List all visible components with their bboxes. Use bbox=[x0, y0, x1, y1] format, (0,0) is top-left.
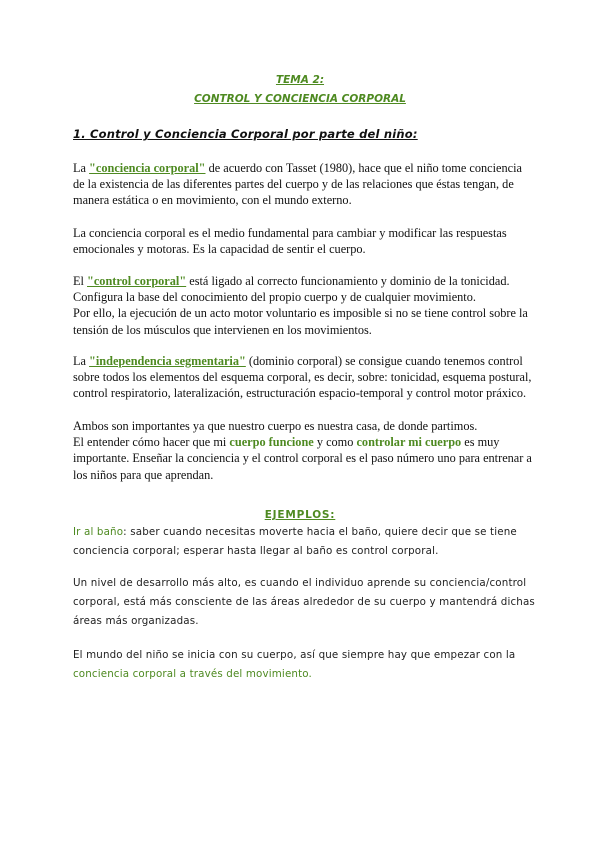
example-mundo-nino bbox=[73, 646, 543, 684]
paragraph-conciencia-corporal bbox=[73, 160, 533, 209]
term-control-corporal: "control corporal" bbox=[87, 274, 187, 288]
paragraph-text: La bbox=[73, 354, 90, 368]
highlight-controlar-cuerpo: controlar mi cuerpo bbox=[356, 435, 462, 450]
paragraph-control-corporal bbox=[73, 273, 533, 338]
page-title-line2: CONTROL Y CONCIENCIA CORPORAL bbox=[194, 93, 406, 105]
paragraph-text: y como bbox=[313, 435, 357, 450]
term-independencia-segmentaria: "independencia segmentaria" bbox=[89, 354, 246, 368]
paragraph-text: está ligado al correcto funcionamiento y dominio de la tonicidad. bbox=[186, 274, 510, 288]
paragraph-text: Configura la base del conocimiento del propio cuerpo y de cualquier movimiento. bbox=[73, 290, 476, 305]
paragraph-text: es muy importante. Enseñar la conciencia y el control corporal es el paso número uno para entrenar a los niños para que aprendan. bbox=[73, 435, 532, 482]
example-lead: Ir al baño bbox=[73, 526, 124, 538]
paragraph-text: La bbox=[73, 161, 90, 175]
example-green-phrase: conciencia corporal a través del movimiento. bbox=[73, 668, 312, 680]
page-title-line1: TEMA 2: bbox=[275, 74, 325, 86]
example-text: : saber cuando necesitas moverte hacia el baño, quiere decir que se tiene conciencia corporal; esperar hasta llegar al baño es control corporal. bbox=[73, 526, 517, 557]
example-nivel-desarrollo: Un nivel de desarrollo más alto, es cuando el individuo aprende su conciencia/control corporal, está más consciente de las áreas alrededor de su cuerpo y mantendrá dichas áreas más organizadas. bbox=[73, 577, 535, 627]
section-heading: 1. Control y Conciencia Corporal por parte del niño: bbox=[73, 127, 418, 141]
paragraph-text: de acuerdo con Tasset (1980), hace que el niño tome conciencia de la existencia de las diferentes partes del cuerpo y de las relaciones que éstas tengan, de manera estática o en movimiento, con el mundo externo. bbox=[73, 161, 522, 208]
paragraph-medio-fundamental: La conciencia corporal es el medio fundamental para cambiar y modificar las respuestas emocionales y motoras. Es la capacidad de sentir el cuerpo. bbox=[73, 226, 507, 257]
term-conciencia-corporal: "conciencia corporal" bbox=[89, 161, 206, 175]
example-ir-al-bano bbox=[73, 523, 543, 561]
highlight-cuerpo-funcione: cuerpo funcione bbox=[229, 435, 314, 450]
paragraph-text: El bbox=[73, 274, 88, 288]
paragraph-text: El entender cómo hacer que mi bbox=[73, 435, 230, 450]
paragraph-ambos-importantes bbox=[73, 418, 533, 483]
paragraph-text: Ambos son importantes ya que nuestro cuerpo es nuestra casa, de donde partimos. bbox=[73, 419, 478, 433]
example-text: El mundo del niño se inicia con su cuerpo, así que siempre hay que empezar con la bbox=[73, 649, 516, 661]
paragraph-text: Por ello, la ejecución de un acto motor voluntario es imposible si no se tiene control sobre la tensión de los músculos que intervienen en los movimientos. bbox=[73, 306, 528, 337]
paragraph-text: (dominio corporal) se consigue cuando tenemos control sobre todos los elementos del esquema corporal, es decir, sobre: tonicidad, esquema postural, control respiratorio, lateralización, estructuración espacio-temporal y control motor práxico. bbox=[73, 354, 532, 401]
paragraph-independencia-segmentaria bbox=[73, 353, 533, 402]
examples-title: EJEMPLOS: bbox=[264, 509, 336, 521]
